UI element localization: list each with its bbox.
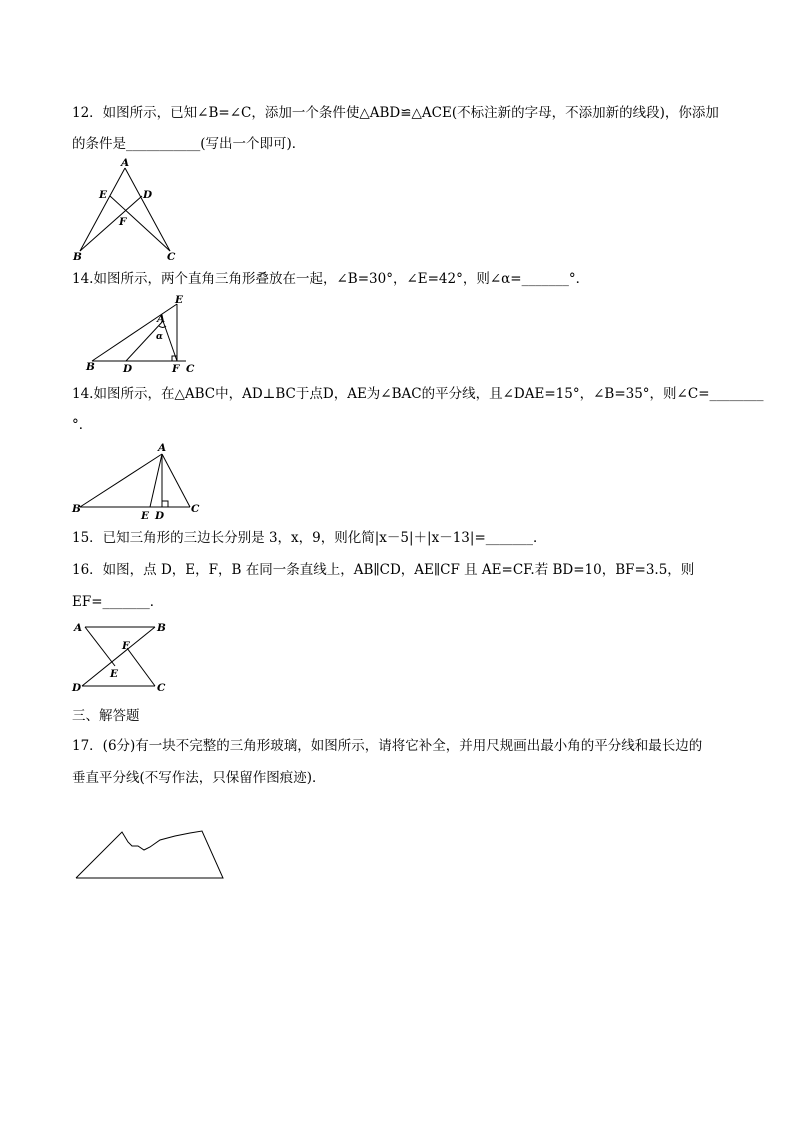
q17-broken-triangle-figure <box>70 825 230 885</box>
q14b-right-angle-mark <box>162 501 168 507</box>
q14b-label-C: C <box>191 503 200 515</box>
q16-label-A: A <box>74 622 83 634</box>
q14a-label-D: D <box>123 363 133 375</box>
q14a-label-F: F <box>172 363 180 375</box>
q14a-label-alpha: α <box>156 332 163 342</box>
q12-label-F: F <box>119 216 127 228</box>
q17-text-line2: 垂直平分线(不写作法，只保留作图痕迹)． <box>72 770 326 786</box>
q16-label-E: E <box>110 668 119 680</box>
q14b-figure <box>68 440 208 522</box>
q14a-label-B: B <box>86 361 95 373</box>
q14b-text-line2: °． <box>72 417 93 433</box>
q16-figure <box>70 617 180 697</box>
q12-label-B: B <box>73 251 82 263</box>
q16-label-B: B <box>157 622 166 634</box>
q16-text-line2: EF=_______． <box>72 594 164 610</box>
q16-line-FC <box>127 648 155 686</box>
q14a-label-C: C <box>186 363 195 375</box>
q16-label-D: D <box>72 682 82 694</box>
q17-text-line1: 17．(6分)有一块不完整的三角形玻璃，如图所示，请将它补全，并用尺规画出最小角的平分线和最长边的 <box>72 738 703 754</box>
q15-text-line1: 15．已知三角形的三边长分别是 3，x，9，则化简|x－5|＋|x－13|=_______． <box>72 530 547 546</box>
q14b-text-line1: 14.如图所示，在△ABC中，AD⊥BC于点D，AE为∠BAC的平分线，且∠DAE=15°，∠B=35°，则∠C=________ <box>72 386 764 402</box>
q16-line-AE <box>85 627 115 666</box>
q14b-label-A: A <box>158 442 167 454</box>
section-title-answers: 三、解答题 <box>72 708 140 724</box>
q16-line-DB <box>82 627 155 686</box>
q16-label-C: C <box>157 682 166 694</box>
q12-figure <box>70 158 190 264</box>
q14b-label-B: B <box>72 503 81 515</box>
q12-text-line2: 的条件是___________(写出一个即可)． <box>72 136 306 152</box>
q14b-label-D: D <box>155 510 165 522</box>
q16-text-line1: 16．如图，点 D，E，F，B 在同一条直线上，AB∥CD，AE∥CF 且 AE=CF.若 BD=10，BF=3.5，则 <box>72 562 695 578</box>
q14b-label-E: E <box>141 510 150 522</box>
q12-line-AB <box>80 168 125 251</box>
q17-broken-triangle-outline <box>76 831 223 878</box>
q14a-text-line1: 14.如图所示，两个直角三角形叠放在一起，∠B=30°，∠E=42°，则∠α=_______°． <box>72 271 590 287</box>
q12-label-E: E <box>99 189 108 201</box>
q14a-figure <box>82 293 212 375</box>
q12-label-A: A <box>121 157 130 169</box>
q12-label-C: C <box>167 251 176 263</box>
q14b-line-AB <box>80 454 162 507</box>
q14b-line-AE <box>150 454 162 507</box>
q12-line-AC <box>125 168 170 251</box>
q12-text-line1: 12．如图所示，已知∠B=∠C，添加一个条件使△ABD≌△ACE(不标注新的字母，不添加新的线段)，你添加 <box>72 105 719 121</box>
q12-label-D: D <box>143 189 153 201</box>
q16-label-F: F <box>122 640 130 652</box>
q12-line-BD <box>80 196 142 251</box>
q14a-label-E: E <box>175 294 184 306</box>
q14a-label-A: A <box>157 313 166 325</box>
q14b-line-AC <box>162 454 190 507</box>
